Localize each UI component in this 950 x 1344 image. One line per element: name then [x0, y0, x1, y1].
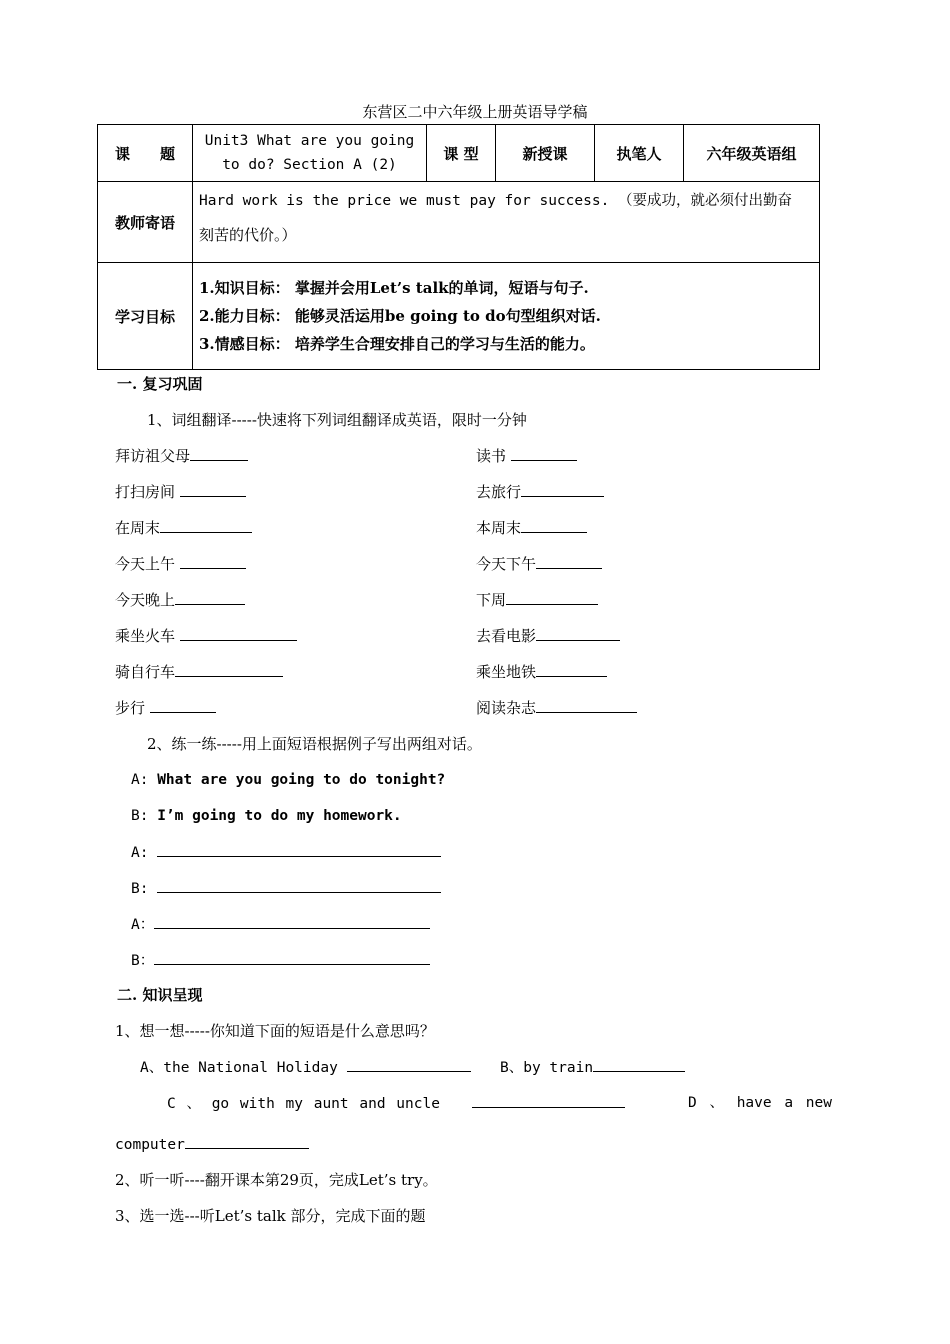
lesson-info-table — [97, 124, 820, 370]
type-label: 课 型 — [427, 125, 496, 182]
section1-heading: 一. 复习巩固 — [117, 375, 203, 393]
phrase-a: A、the National Holiday — [140, 1057, 471, 1078]
phrase-d: D 、 have a new — [688, 1095, 832, 1111]
phrase-item: 阅读杂志 — [476, 698, 637, 718]
answer-line[interactable]: B: — [131, 878, 441, 899]
phrase-item: 下周 — [476, 590, 598, 610]
ex2-title: 2、练一练-----用上面短语根据例子写出两组对话。 — [147, 735, 482, 753]
goal-ability: 2.能力目标： 能够灵活运用be going to do句型组织对话. — [199, 307, 601, 325]
goal-knowledge: 1.知识目标： 掌握并会用Let’s talk的单词，短语与句子. — [199, 279, 589, 297]
goal-emotion: 3.情感目标： 培养学生合理安排自己的学习与生活的能力。 — [199, 335, 595, 353]
section2-heading: 二. 知识呈现 — [117, 986, 203, 1004]
answer-line[interactable]: B： — [131, 950, 430, 971]
answer-line[interactable]: A: — [131, 842, 441, 863]
author-value: 六年级英语组 — [684, 125, 820, 182]
topic-label: 课 题 — [98, 125, 193, 182]
learning-goals — [193, 263, 820, 370]
example-a: A: What are you going to do tonight? — [131, 772, 446, 788]
phrase-item: 今天上午 — [115, 554, 246, 574]
phrase-item: 读书 — [476, 446, 577, 466]
goals-label: 学习目标 — [98, 263, 193, 370]
phrase-item: 在周末 — [115, 518, 252, 538]
phrase-item: 今天晚上 — [115, 590, 245, 610]
phrase-d-cont: computer — [115, 1134, 309, 1155]
ex1-title: 1、词组翻译-----快速将下列词组翻译成英语，限时一分钟 — [147, 411, 527, 429]
phrase-item: 步行 — [115, 698, 216, 718]
answer-line[interactable]: A： — [131, 914, 430, 935]
phrase-item: 去旅行 — [476, 482, 604, 502]
teacher-message: Hard work is the price we must pay for success. （要成功，就必须付出勤奋 刻苦的代价。） — [193, 182, 820, 263]
page-title: 东营区二中六年级上册英语导学稿 — [362, 103, 588, 121]
phrase-item: 本周末 — [476, 518, 587, 538]
phrase-item: 骑自行车 — [115, 662, 283, 682]
phrase-item: 打扫房间 — [115, 482, 246, 502]
message-label: 教师寄语 — [98, 182, 193, 263]
type-value: 新授课 — [496, 125, 595, 182]
example-b: B: I’m going to do my homework. — [131, 808, 402, 824]
phrase-c: C 、 go with my aunt and uncle — [167, 1093, 625, 1114]
phrase-b: B、by train — [500, 1057, 685, 1078]
topic-value: Unit3 What are you going to do? Section A (2) — [193, 125, 427, 182]
author-label: 执笔人 — [595, 125, 684, 182]
s2-ex3: 3、选一选---听Let’s talk 部分，完成下面的题 — [115, 1207, 426, 1225]
phrase-item: 乘坐火车 — [115, 626, 297, 646]
s2-ex2: 2、听一听----翻开课本第29页，完成Let’s try。 — [115, 1171, 438, 1189]
phrase-item: 今天下午 — [476, 554, 602, 574]
phrase-item: 乘坐地铁 — [476, 662, 607, 682]
phrase-item: 去看电影 — [476, 626, 620, 646]
s2-ex1-title: 1、想一想-----你知道下面的短语是什么意思吗？ — [115, 1022, 435, 1040]
phrase-item: 拜访祖父母 — [115, 446, 248, 466]
